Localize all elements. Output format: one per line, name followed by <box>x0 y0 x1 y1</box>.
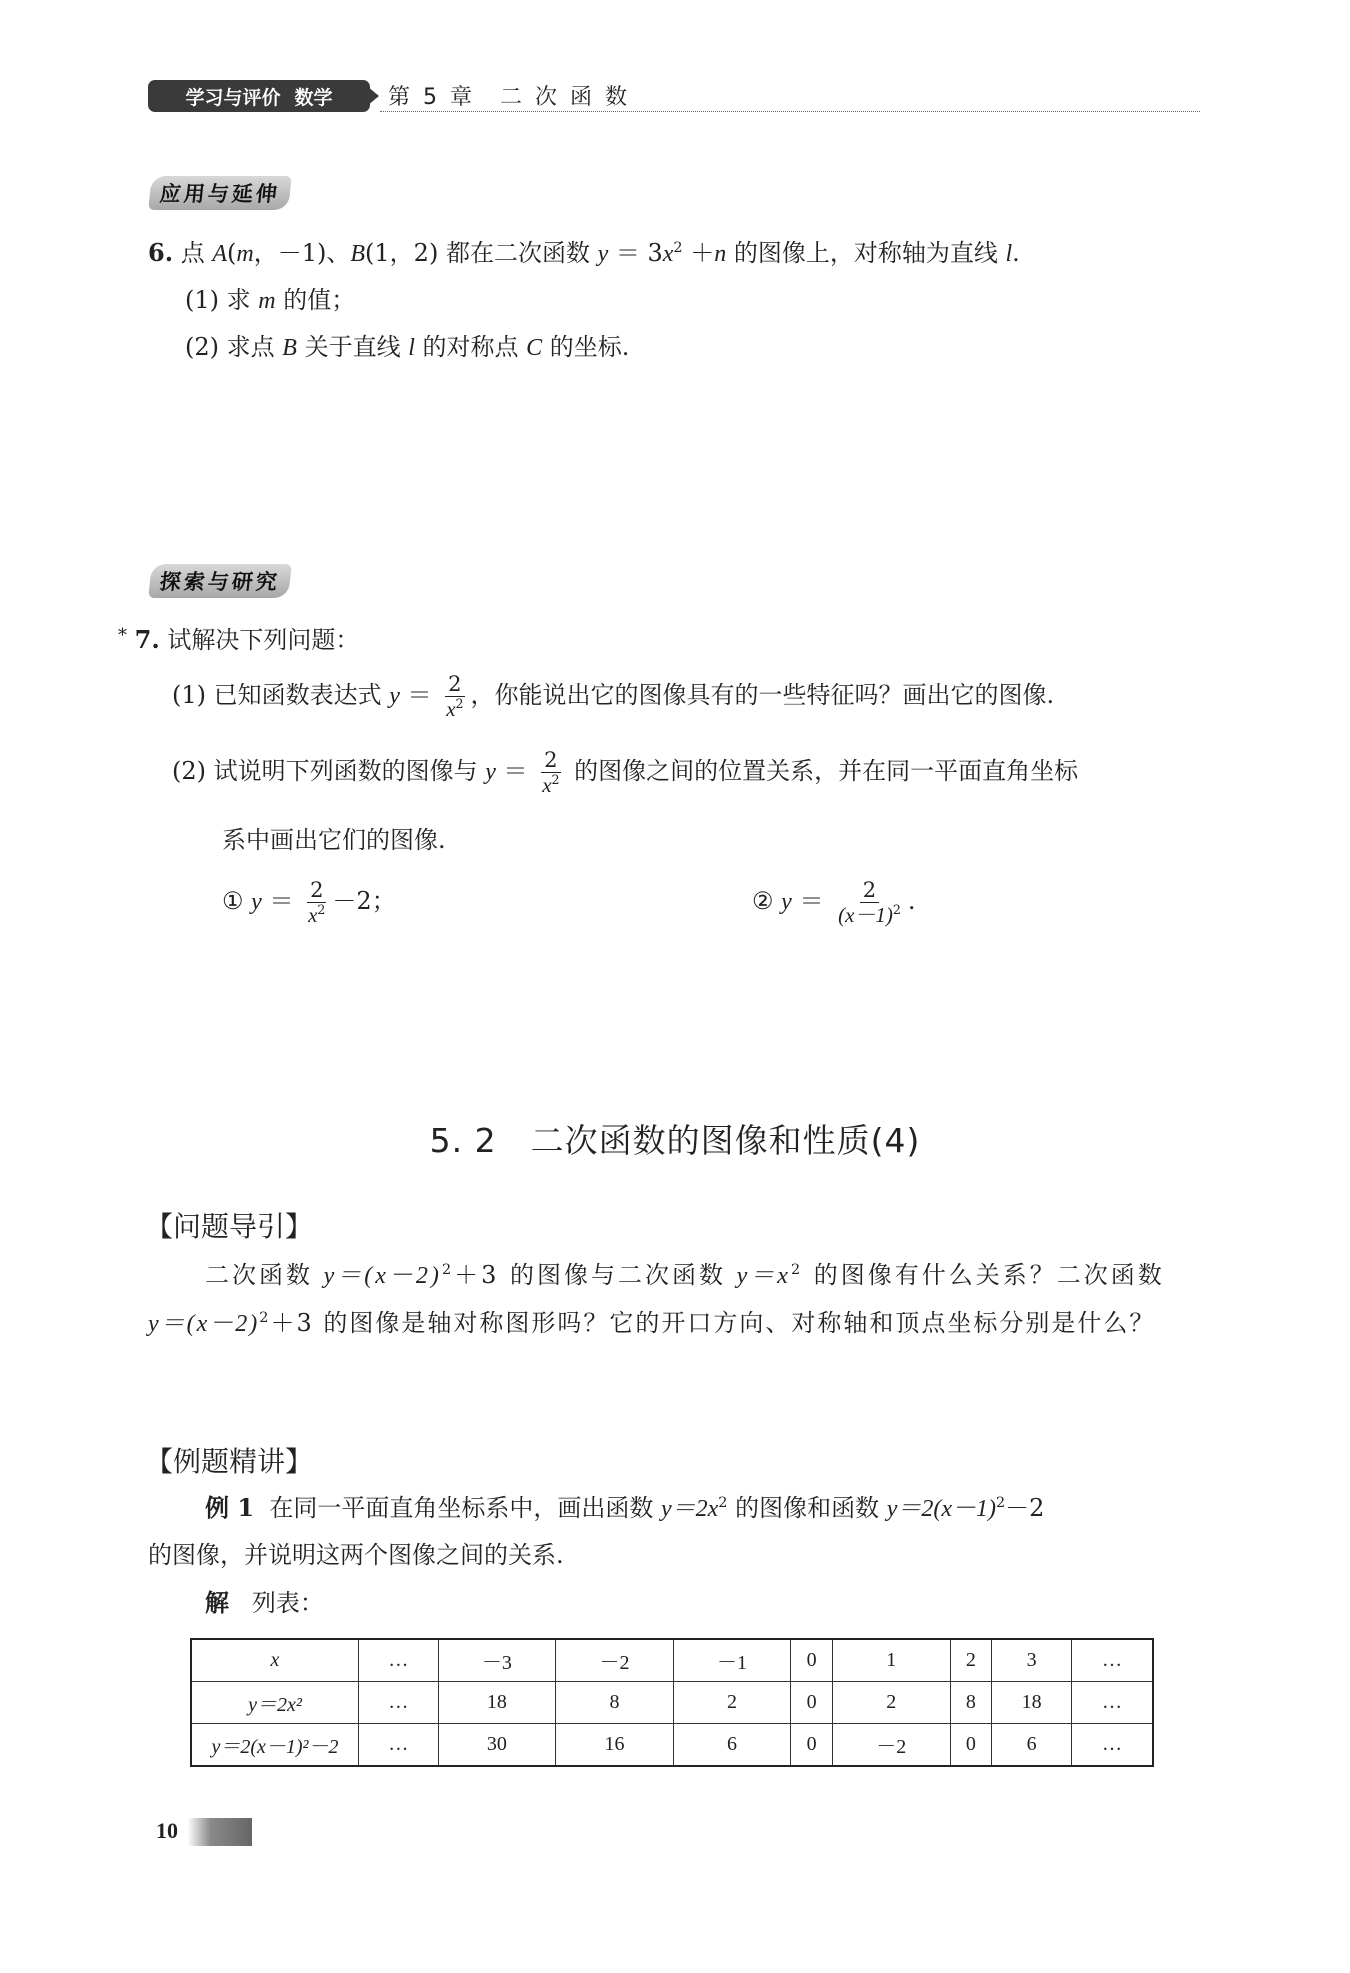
exponent: 2 <box>790 1262 804 1278</box>
var: B <box>282 335 297 361</box>
table-cell: … <box>1071 1639 1153 1682</box>
solution-line <box>205 1585 324 1621</box>
text: 的图像有什么关系？二次函数 <box>803 1261 1165 1289</box>
text: ＝ <box>399 681 440 710</box>
var: n <box>714 241 727 267</box>
row-header-cell: x <box>191 1639 359 1682</box>
var: m <box>258 288 276 314</box>
fraction <box>443 672 466 721</box>
exponent: 2 <box>317 902 326 918</box>
table-row <box>191 1639 1153 1682</box>
denominator <box>835 903 904 927</box>
text: 的图像上，对称轴为直线 <box>726 239 1006 267</box>
table-cell: 30 <box>438 1724 556 1767</box>
exponent: 2 <box>551 772 560 788</box>
table-cell: 2 <box>673 1682 791 1724</box>
table-cell: 0 <box>950 1724 992 1767</box>
intro-heading: 【问题导引】 <box>145 1210 314 1243</box>
table-cell: 18 <box>992 1682 1072 1724</box>
table-cell: 6 <box>673 1724 791 1767</box>
var: m <box>236 241 254 267</box>
question-7-part-1 <box>172 672 1054 721</box>
var: x <box>446 697 456 722</box>
question-6-part-1 <box>185 282 355 319</box>
text: 的图像和函数 <box>727 1494 887 1522</box>
text: 点 <box>180 239 213 267</box>
table-cell: －2 <box>556 1639 674 1682</box>
table-cell: … <box>359 1724 439 1767</box>
text: 列表： <box>251 1589 324 1617</box>
text: ，你能说出它的图像具有的一些特征吗？画出它的图像. <box>470 681 1055 710</box>
row-header-cell: y＝2x² <box>191 1682 359 1724</box>
text: 的坐标. <box>542 333 630 361</box>
star-mark: * <box>118 625 127 646</box>
text: ＋ <box>682 239 715 267</box>
fraction <box>305 878 328 927</box>
option-marker: ② <box>752 887 774 916</box>
header-chapter: 第 5 章 二 次 函 数 <box>388 85 630 110</box>
header-arrow-icon <box>367 86 379 106</box>
fraction <box>835 878 904 927</box>
value-table <box>190 1638 1154 1767</box>
text: 二次函数 <box>205 1261 324 1289</box>
var: y <box>485 759 496 786</box>
exponent: 2 <box>455 696 464 712</box>
text: ，－1)、 <box>253 239 351 267</box>
question-6-stem <box>148 235 1020 272</box>
header-book-title: 学习与评价 <box>185 86 281 109</box>
text: ＝ <box>261 887 302 916</box>
text: ＝ <box>495 757 536 786</box>
denominator <box>539 773 562 797</box>
example-label: 例 1 <box>205 1493 255 1522</box>
exponent: 2 <box>673 240 683 256</box>
text: (2) 求点 <box>185 333 283 361</box>
page-number: 10 <box>156 1818 178 1843</box>
text: . <box>907 887 916 916</box>
table-cell: 16 <box>556 1724 674 1767</box>
var: B <box>350 241 366 267</box>
formula: y＝(x－2) <box>148 1311 260 1337</box>
text: 在同一平面直角坐标系中，画出函数 <box>269 1494 661 1522</box>
question-number: 6. <box>148 238 174 267</box>
row-header-cell: y＝2(x－1)²－2 <box>191 1724 359 1767</box>
table-cell: －3 <box>438 1639 556 1682</box>
text: ( <box>227 239 237 267</box>
numerator: 2 <box>307 878 326 903</box>
text: 的图像之间的位置关系，并在同一平面直角坐标 <box>566 757 1079 786</box>
denominator <box>443 697 466 721</box>
question-number: 7. <box>134 625 160 654</box>
formula: y＝(x－2) <box>323 1263 442 1289</box>
exponent: 2 <box>441 1262 455 1278</box>
text: 的对称点 <box>414 333 527 361</box>
question-7-part-2 <box>172 748 1078 797</box>
intro-line-2 <box>148 1305 1155 1342</box>
var: y <box>781 889 792 916</box>
var: y <box>251 889 262 916</box>
var: l <box>1005 241 1013 267</box>
table-cell: 2 <box>950 1639 992 1682</box>
var: y <box>389 683 400 710</box>
question-7-stem <box>118 622 359 658</box>
denominator-expr: (x－1) <box>838 903 893 928</box>
table-cell: … <box>1071 1724 1153 1767</box>
question-7-part-2-cont: 系中画出它们的图像. <box>222 826 446 854</box>
exponent: 2 <box>718 1495 728 1511</box>
text: 的值； <box>275 286 356 314</box>
text: 试解决下列问题： <box>167 626 360 654</box>
example-heading: 【例题精讲】 <box>145 1445 314 1478</box>
intro-line-1 <box>205 1257 1165 1294</box>
text: (1，2) 都在二次函数 <box>365 239 598 267</box>
table-row <box>191 1682 1153 1724</box>
table-cell: … <box>359 1639 439 1682</box>
table-cell: 0 <box>791 1682 833 1724</box>
var: x <box>662 241 674 267</box>
table-cell: 2 <box>833 1682 951 1724</box>
solution-label: 解 <box>205 1588 229 1617</box>
header-badge <box>148 80 370 112</box>
text: . <box>1012 239 1020 267</box>
header-subject: 数学 <box>294 86 333 109</box>
table-cell: 8 <box>556 1682 674 1724</box>
formula: y＝2x <box>660 1496 719 1522</box>
var: A <box>212 241 228 267</box>
section-stamp-apply: 应用与延伸 <box>148 176 292 210</box>
exponent: 2 <box>996 1495 1006 1511</box>
page-number-badge <box>148 1818 252 1846</box>
numerator: 2 <box>860 878 879 903</box>
question-6-part-2 <box>185 329 629 366</box>
example-line-1 <box>205 1490 1044 1527</box>
table-cell: －2 <box>833 1724 951 1767</box>
var: x <box>308 903 318 928</box>
option-marker: ① <box>222 887 244 916</box>
fraction <box>539 748 562 797</box>
denominator <box>305 903 328 927</box>
text: －2； <box>332 887 396 916</box>
text: 关于直线 <box>296 333 409 361</box>
formula: y＝x <box>736 1263 791 1289</box>
var: l <box>408 335 415 361</box>
table-cell: 3 <box>992 1639 1072 1682</box>
question-7-option-1 <box>222 878 396 927</box>
text: ＝ <box>791 887 832 916</box>
text: －2 <box>1005 1494 1045 1522</box>
table-cell: 0 <box>791 1639 833 1682</box>
text: ＝ 3 <box>608 239 663 267</box>
var: y <box>597 241 609 267</box>
var: C <box>526 335 543 361</box>
table-cell: 1 <box>833 1639 951 1682</box>
question-7-option-2 <box>752 878 916 927</box>
section-title: 5. 2 二次函数的图像和性质(4) <box>429 1121 921 1160</box>
table-cell: －1 <box>673 1639 791 1682</box>
var: x <box>542 773 552 798</box>
table-cell: 0 <box>791 1724 833 1767</box>
text: (2) 试说明下列函数的图像与 <box>172 757 486 786</box>
numerator: 2 <box>541 748 560 773</box>
formula: y＝2(x－1) <box>886 1496 996 1522</box>
table-cell: 18 <box>438 1682 556 1724</box>
section-stamp-explore: 探索与研究 <box>148 564 292 598</box>
table-row <box>191 1724 1153 1767</box>
text: (1) 已知函数表达式 <box>172 681 390 710</box>
text: (1) 求 <box>185 286 259 314</box>
exponent: 2 <box>892 902 901 918</box>
table-cell: 8 <box>950 1682 992 1724</box>
table-cell: 6 <box>992 1724 1072 1767</box>
table-cell: … <box>359 1682 439 1724</box>
header-rule <box>380 111 1200 112</box>
example-line-2: 的图像，并说明这两个图像之间的关系. <box>148 1541 564 1569</box>
numerator: 2 <box>445 672 464 697</box>
table-cell: … <box>1071 1682 1153 1724</box>
exponent: 2 <box>259 1310 271 1326</box>
text: ＋3 的图像与二次函数 <box>454 1261 737 1289</box>
text: ＋3 的图像是轴对称图形吗？它的开口方向、对称轴和顶点坐标分别是什么？ <box>270 1309 1156 1337</box>
